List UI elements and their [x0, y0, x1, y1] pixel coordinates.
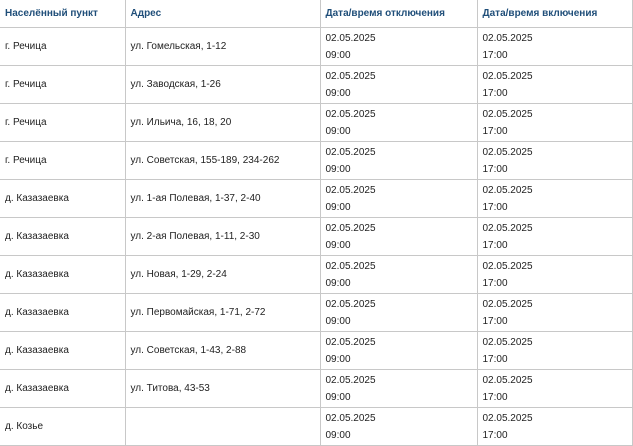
cell-address: ул. 2-ая Полевая, 1-11, 2-30 — [125, 218, 320, 256]
off-date: 02.05.2025 — [325, 185, 376, 196]
table-row — [0, 256, 632, 294]
header-address: Адрес — [125, 0, 320, 28]
off-time: 09:00 — [325, 430, 351, 441]
cell-on-datetime — [477, 142, 632, 180]
on-time: 17:00 — [482, 164, 508, 175]
table-row — [0, 66, 632, 104]
table-row — [0, 180, 632, 218]
table-row — [0, 294, 632, 332]
on-date: 02.05.2025 — [482, 413, 533, 424]
on-date: 02.05.2025 — [482, 299, 533, 310]
off-date: 02.05.2025 — [325, 337, 376, 348]
off-time: 09:00 — [325, 316, 351, 327]
on-date: 02.05.2025 — [482, 71, 533, 82]
cell-off-datetime — [320, 294, 477, 332]
cell-on-datetime — [477, 256, 632, 294]
cell-address: ул. 1-ая Полевая, 1-37, 2-40 — [125, 180, 320, 218]
off-time: 09:00 — [325, 278, 351, 289]
cell-on-datetime — [477, 28, 632, 66]
on-time: 17:00 — [482, 50, 508, 61]
on-time: 17:00 — [482, 354, 508, 365]
cell-on-datetime — [477, 370, 632, 408]
off-date: 02.05.2025 — [325, 109, 376, 120]
cell-off-datetime — [320, 142, 477, 180]
on-date: 02.05.2025 — [482, 147, 533, 158]
header-place: Населённый пункт — [0, 0, 125, 28]
cell-place: г. Речица — [0, 28, 125, 66]
on-date: 02.05.2025 — [482, 261, 533, 272]
off-date: 02.05.2025 — [325, 71, 376, 82]
on-date: 02.05.2025 — [482, 33, 533, 44]
cell-address: ул. Советская, 1-43, 2-88 — [125, 332, 320, 370]
on-time: 17:00 — [482, 202, 508, 213]
table-row — [0, 408, 632, 446]
cell-on-datetime — [477, 294, 632, 332]
cell-place: д. Казазаевка — [0, 332, 125, 370]
cell-on-datetime — [477, 408, 632, 446]
off-time: 09:00 — [325, 88, 351, 99]
table-row — [0, 28, 632, 66]
cell-address — [125, 408, 320, 446]
cell-on-datetime — [477, 180, 632, 218]
on-date: 02.05.2025 — [482, 109, 533, 120]
on-date: 02.05.2025 — [482, 185, 533, 196]
cell-off-datetime — [320, 408, 477, 446]
cell-off-datetime — [320, 256, 477, 294]
cell-address: ул. Заводская, 1-26 — [125, 66, 320, 104]
off-date: 02.05.2025 — [325, 375, 376, 386]
off-time: 09:00 — [325, 202, 351, 213]
on-date: 02.05.2025 — [482, 337, 533, 348]
table-body — [0, 28, 632, 446]
cell-address: ул. Первомайская, 1-71, 2-72 — [125, 294, 320, 332]
off-date: 02.05.2025 — [325, 147, 376, 158]
table-row — [0, 104, 632, 142]
cell-off-datetime — [320, 370, 477, 408]
on-date: 02.05.2025 — [482, 223, 533, 234]
header-off-datetime: Дата/время отключения — [320, 0, 477, 28]
cell-place: д. Казазаевка — [0, 294, 125, 332]
off-time: 09:00 — [325, 240, 351, 251]
off-time: 09:00 — [325, 50, 351, 61]
cell-place: д. Казазаевка — [0, 180, 125, 218]
cell-place: д. Казазаевка — [0, 370, 125, 408]
cell-place: г. Речица — [0, 104, 125, 142]
off-date: 02.05.2025 — [325, 223, 376, 234]
cell-address: ул. Советская, 155-189, 234-262 — [125, 142, 320, 180]
off-time: 09:00 — [325, 392, 351, 403]
table-row — [0, 332, 632, 370]
cell-off-datetime — [320, 66, 477, 104]
on-time: 17:00 — [482, 430, 508, 441]
cell-off-datetime — [320, 104, 477, 142]
table-row — [0, 370, 632, 408]
off-time: 09:00 — [325, 354, 351, 365]
cell-place: д. Казазаевка — [0, 218, 125, 256]
cell-off-datetime — [320, 180, 477, 218]
on-time: 17:00 — [482, 392, 508, 403]
table-row — [0, 218, 632, 256]
cell-on-datetime — [477, 332, 632, 370]
table-header-row — [0, 0, 632, 28]
cell-off-datetime — [320, 332, 477, 370]
cell-place: г. Речица — [0, 142, 125, 180]
cell-on-datetime — [477, 218, 632, 256]
header-on-datetime: Дата/время включения — [477, 0, 632, 28]
cell-place: д. Казазаевка — [0, 256, 125, 294]
cell-place: г. Речица — [0, 66, 125, 104]
off-date: 02.05.2025 — [325, 33, 376, 44]
off-time: 09:00 — [325, 126, 351, 137]
cell-address: ул. Титова, 43-53 — [125, 370, 320, 408]
cell-off-datetime — [320, 28, 477, 66]
cell-place: д. Козье — [0, 408, 125, 446]
cell-on-datetime — [477, 104, 632, 142]
cell-address: ул. Гомельская, 1-12 — [125, 28, 320, 66]
on-time: 17:00 — [482, 126, 508, 137]
on-date: 02.05.2025 — [482, 375, 533, 386]
off-time: 09:00 — [325, 164, 351, 175]
on-time: 17:00 — [482, 278, 508, 289]
off-date: 02.05.2025 — [325, 299, 376, 310]
cell-address: ул. Новая, 1-29, 2-24 — [125, 256, 320, 294]
on-time: 17:00 — [482, 88, 508, 99]
off-date: 02.05.2025 — [325, 413, 376, 424]
on-time: 17:00 — [482, 316, 508, 327]
off-date: 02.05.2025 — [325, 261, 376, 272]
cell-off-datetime — [320, 218, 477, 256]
cell-address: ул. Ильича, 16, 18, 20 — [125, 104, 320, 142]
on-time: 17:00 — [482, 240, 508, 251]
table-row — [0, 142, 632, 180]
cell-on-datetime — [477, 66, 632, 104]
